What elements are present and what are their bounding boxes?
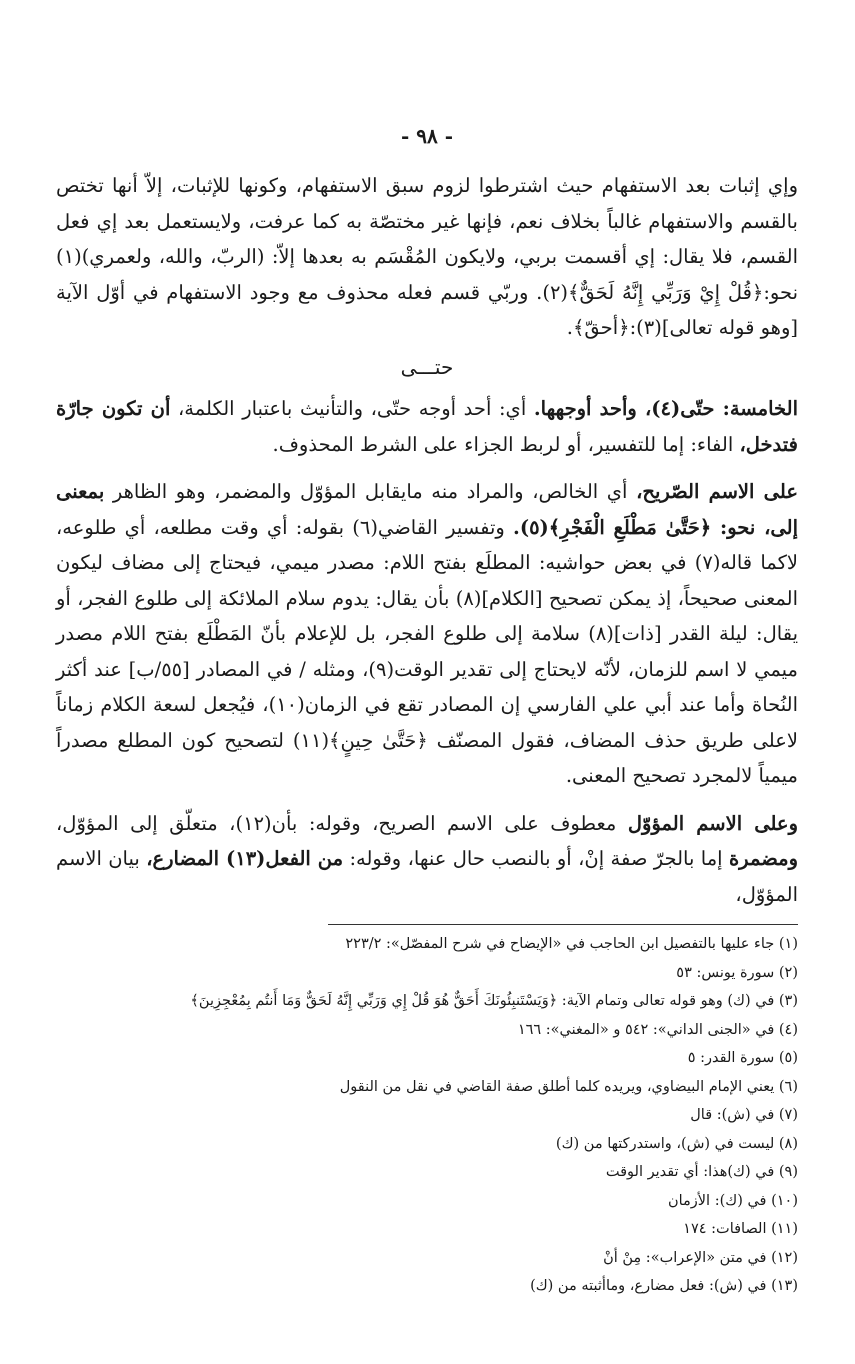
footnote: (٦) يعني الإمام البيضاوي، ويريده كلما أطلق صفة القاضي في نقل من النقول <box>339 1078 798 1095</box>
footnote: (٣) في (ك) وهو قوله تعالى وتمام الآية: ﴿وَيَسْتَنبِئُونَكَ أَحَقٌّ هُوَ قُلْ إِي وَرَبِّي إِنَّهُ لَحَقٌّ وَمَا أَنتُم بِمُعْجِزِينَ﴾ <box>190 993 798 1009</box>
footnote: (٨) ليست في (ش)، واستدركتها من (ك) <box>555 1135 798 1152</box>
footnote: (١١) الصافات: ١٧٤ <box>683 1221 798 1237</box>
paragraph-khamisa-lead: الخامسة: حتّى(٤)، وأحد أوجهها. <box>533 397 799 420</box>
paragraph-khamisa-text-2: الفاء: إما للتفسير، أو لربط الجزاء على الشرط المحذوف. <box>272 432 740 456</box>
paragraph-muawwal-lead: وعلى الاسم المؤوّل <box>627 811 798 835</box>
footnote: (٥) سورة القدر: ٥ <box>687 1050 798 1066</box>
paragraph-ism-text: أي الخالص، والمراد منه مايقابل المؤوّل والمضمر، وهو الظاهر <box>104 480 637 503</box>
footnote: (١٢) في متن «الإعراب»: مِنْ أنْ <box>603 1249 798 1266</box>
paragraph-muawwal-bold: ومضمرة <box>728 847 798 870</box>
paragraph-khamisa-text: أي: أحد أوجه حتّى، والتأنيث باعتبار الكلمة، <box>170 397 534 420</box>
paragraph-ism-sarih <box>56 474 798 794</box>
document-page <box>56 0 798 1364</box>
paragraph-ism-text-2: وتفسير القاضي(٦) بقوله: أي وقت مطلعه، أي طلوعه، لاكما قاله(٧) في بعض حواشيه: المطلَع بفتح اللام: مصدر ميمي، فيحتاج إلى مضاف ليكون المعنى صحيحاً، إذ يمكن تصحيح [الكلام](٨) بأن يقال: يدوم سلام الملائكة إلى طلوع الفجر، أو يقال: ليلة القدر [ذات](٨) سلامة إلى طلوع الفجر، بل للإعلام بأنّ المَطْلَع بفتح اللام مصدر ميمي لا اسم للزمان، لأنّه لايحتاج إلى تقدير الوقت(٩)، ومثله / في المصادر [٥٥/ب] عند أكثر النُحاة وأما عند أبي علي الفارسي إن المصادر تقع في الزمان(١٠)، فيُجعل لسعة الكلام زماناً لاعلى طريق حذف المضاف، فقول المصنّف ﴿حَتَّىٰ حِينٍ﴾(١١) لتصحيح كون المطلع مصدراً ميمياً لالمجرد تصحيح المعنى. <box>56 515 798 787</box>
footnote-divider <box>328 924 798 925</box>
footnote: (١٣) في (ش): فعل مضارع، وماأثبته من (ك) <box>530 1278 798 1294</box>
paragraph-ism-bold: بمعنى إلى، نحو: ﴿حَتَّىٰ مَطْلَعِ الْفَجْرِ﴾(٥). <box>56 480 798 539</box>
paragraph-muawwal-text: معطوف على الاسم الصريح، وقوله: بأن(١٢)، متعلّق إلى المؤوّل، <box>56 811 628 835</box>
footnote: (١٠) في (ك): الأزمان <box>667 1192 798 1209</box>
paragraph-ism-lead: على الاسم الصّريح، <box>636 480 798 503</box>
footnote: (٧) في (ش): قال <box>690 1107 798 1123</box>
page-number: - ٩٨ - <box>400 124 453 148</box>
section-heading: حتـــى <box>400 354 454 379</box>
paragraph-khamisa-bold: أن تكون جارّة فتدخل، <box>56 397 798 456</box>
footnotes <box>56 930 798 1301</box>
paragraph-muawwal <box>56 806 798 913</box>
footnote: (٩) في (ك)هذا: أي تقدير الوقت <box>605 1164 798 1180</box>
footnote: (٢) سورة يونس: ٥٣ <box>676 964 798 981</box>
paragraph-khamisa <box>56 391 798 462</box>
paragraph-muawwal-bold-2: من الفعل(١٣) المضارع، <box>146 847 344 870</box>
paragraph-intro: وإي إثبات بعد الاستفهام حيث اشترطوا لزوم سبق الاستفهام، وكونها للإثبات، إلاّ أنها تختص بالقسم والاستفهام غالباً بخلاف نعم، فإنها غير مختصّة به كما عرفت، ولايستعمل بعد إي فعل القسم، فلا يقال: إي أقسمت بربي، ولايكون المُقْسَم به بعدها إلاّ: (الربّ، والله، ولعمري)(١) نحو:﴿قُلْ إِيْ وَرَبِّي إِنَّهُ لَحَقٌّ﴾(٢). وربّي قسم فعله محذوف مع وجود الاستفهام في أوّل الآية [وهو قوله تعالى](٣):﴿أحقّ﴾. <box>56 174 798 339</box>
main-text <box>56 168 798 912</box>
footnote: (٤) في «الجنى الداني»: ٥٤٢ و «المغني»: ١٦٦ <box>517 1021 798 1038</box>
paragraph-muawwal-text-2: إما بالجرّ صفة إنْ، أو بالنصب حال عنها، وقوله: <box>343 847 729 870</box>
paragraph-muawwal-text-3: بيان الاسم المؤوّل، <box>56 847 798 906</box>
footnote: (١) جاء عليها بالتفصيل ابن الحاجب في «الإيضاح في شرح المفصّل»: ٢٢٣/٢ <box>345 936 798 952</box>
